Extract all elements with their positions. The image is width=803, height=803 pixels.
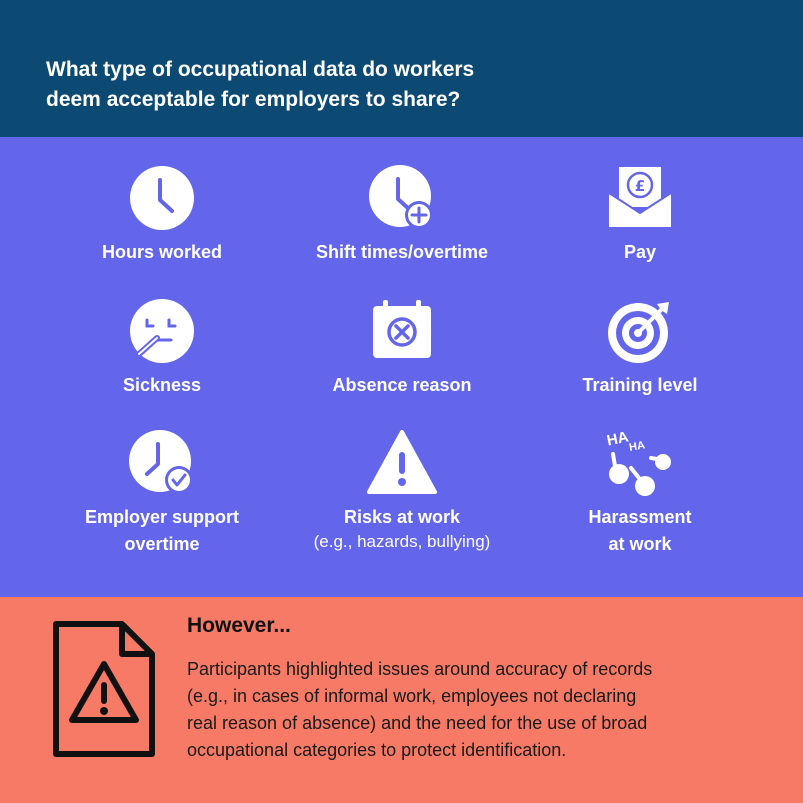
note-line-2: (e.g., in cases of informal work, employees not declaring [187,686,637,706]
item-training-level [510,296,770,399]
svg-text:HA: HA [628,439,646,454]
item-label: Shift times/overtime [315,242,489,262]
item-shift-times [272,163,532,266]
header-banner [0,0,803,137]
item-label-line-2: at work [608,534,672,554]
item-label-line-1: Harassment [588,507,692,527]
target-icon [605,296,675,366]
note-heading: However... [187,614,291,637]
item-employer-support-overtime [32,428,292,558]
item-harassment [510,428,770,558]
item-pay [510,163,770,266]
item-label: Hours worked [101,242,223,262]
item-risks-at-work [272,428,532,553]
item-absence-reason [272,296,532,399]
calendar-x-icon [367,296,437,366]
item-label: Training level [582,375,698,395]
note-body [187,656,767,764]
item-label: Risks at work [343,507,461,527]
item-label [32,504,292,558]
svg-text:£: £ [634,177,646,195]
clock-plus-icon [367,163,437,233]
pointing-hands-icon [605,428,675,498]
title-line-2: deem acceptable for employers to share? [46,88,461,111]
page-title [46,55,666,115]
item-hours-worked [32,163,292,266]
pound-envelope-icon [605,163,675,233]
sick-face-icon [127,296,197,366]
item-label-line-1: Employer support [84,507,240,527]
note-line-3: real reason of absence) and the need for the use of broad [187,713,648,733]
title-line-1: What type of occupational data do workers [46,58,475,81]
item-label: Sickness [122,375,202,395]
item-label-line-2: overtime [124,534,200,554]
clock-icon [127,163,197,233]
item-label: Pay [623,242,657,262]
warning-icon [367,428,437,498]
document-warning-icon [52,620,156,758]
note-line-1: Participants highlighted issues around accuracy of records [187,659,653,679]
svg-text:HA: HA [605,428,631,450]
clock-check-icon [127,428,197,498]
item-label: Absence reason [332,375,472,395]
item-sublabel: (e.g., hazards, bullying) [313,532,491,551]
item-label [510,504,770,558]
note-line-4: occupational categories to protect identification. [187,740,567,760]
item-sickness [32,296,292,399]
